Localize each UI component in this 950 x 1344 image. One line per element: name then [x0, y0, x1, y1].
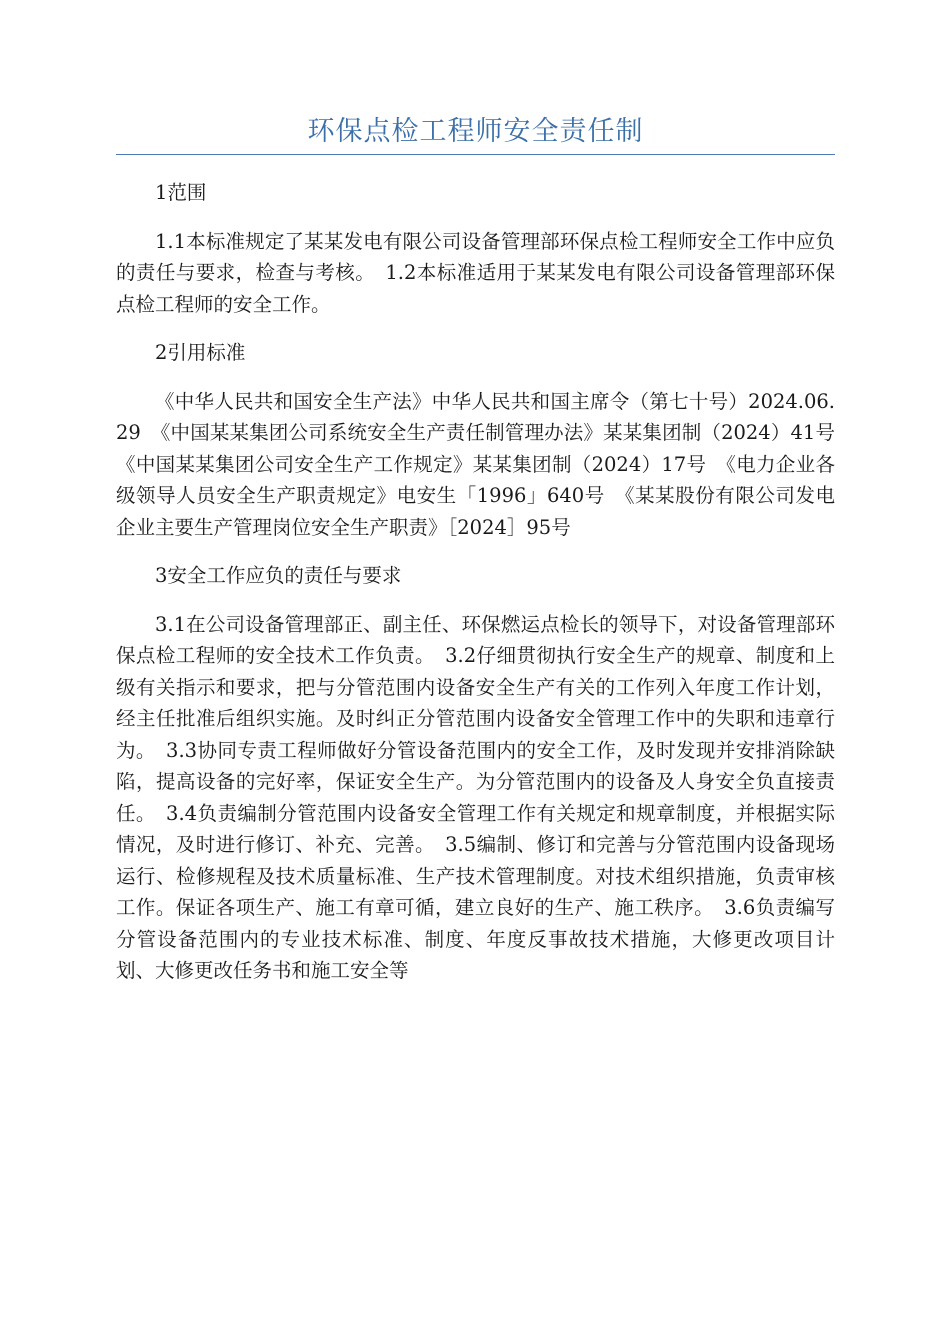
section-heading-responsibilities: 3安全工作应负的责任与要求	[155, 564, 402, 587]
document-body	[116, 177, 855, 1004]
title-underline	[116, 154, 835, 155]
document-title: 环保点检工程师安全责任制	[307, 116, 644, 147]
section-references-paragraph: 《中华人民共和国安全生产法》中华人民共和国主席令（第七十号）2024.06.29 《中国某某集团公司系统安全生产责任制管理办法》某某集团制（2024）41号 《中国某某集团公司安全生产工作规定》某某集团制（2024）17号 《电力企业各级领导人员安全生产职责规定》电安生「1996」640号 《某某股份有限公司发电企业主要生产管理岗位安全生产职责》［2024］95号	[116, 389, 855, 539]
section-scope-paragraph: 1.1本标准规定了某某发电有限公司设备管理部环保点检工程师安全工作中应负的责任与要求，检查与考核。 1.2本标准适用于某某发电有限公司设备管理部环保点检工程师的安全工作。	[116, 229, 835, 316]
section-responsibilities-paragraph: 3.1在公司设备管理部正、副主任、环保燃运点检长的领导下，对设备管理部环保点检工程师的安全技术工作负责。 3.2仔细贯彻执行安全生产的规章、制度和上级有关指示和要求，把与分管范围内设备安全生产有关的工作列入年度工作计划，经主任批准后组织实施。及时纠正分管范围内设备安全管理工作中的失职和违章行为。 3.3协同专责工程师做好分管设备范围内的安全工作，及时发现并安排消除缺陷，提高设备的完好率，保证安全生产。为分管范围内的设备及人身安全负直接责任。 3.4负责编制分管范围内设备安全管理工作有关规定和规章制度，并根据实际情况，及时进行修订、补充、完善。 3.5编制、修订和完善与分管范围内设备现场运行、检修规程及技术质量标准、生产技术管理制度。对技术组织措施，负责审核工作。保证各项生产、施工有章可循，建立良好的生产、施工秩序。 3.6负责编写分管设备范围内的专业技术标准、制度、年度反事故技术措施，大修更改项目计划、大修更改任务书和施工安全等	[116, 612, 835, 982]
section-heading-scope: 1范围	[155, 181, 207, 204]
section-heading-references: 2引用标准	[155, 341, 246, 364]
